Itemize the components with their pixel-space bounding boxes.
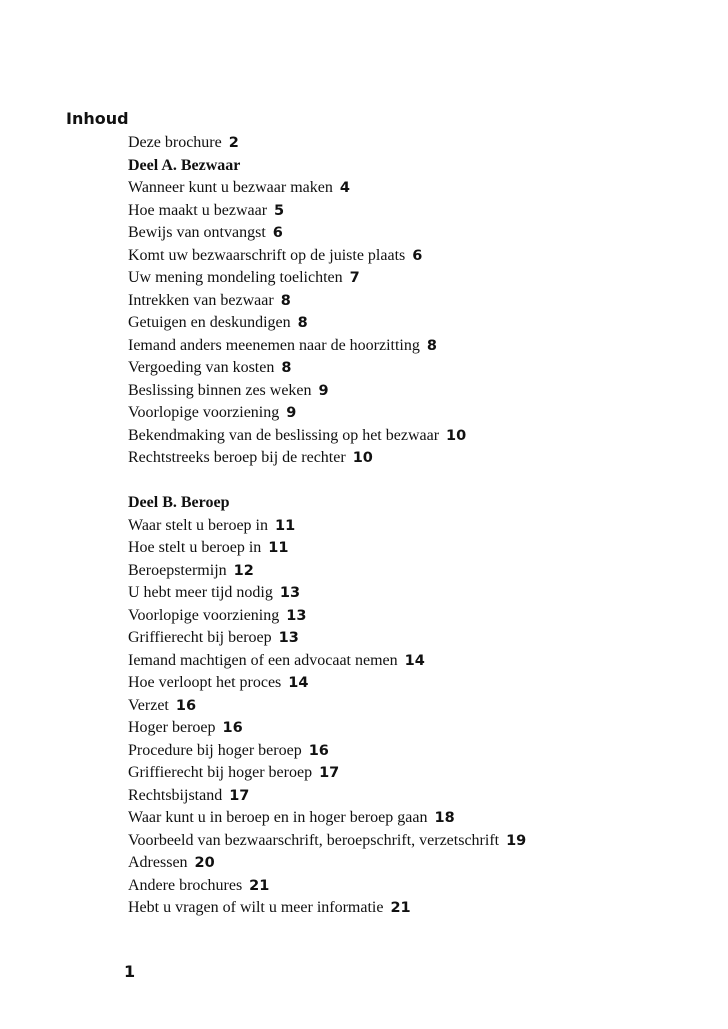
toc-entry-title: Hoe stelt u beroep in: [128, 539, 262, 556]
toc-entry-page: 10: [352, 450, 373, 466]
toc-entry: [128, 357, 708, 380]
toc-entry-title: Waar kunt u in beroep en in hoger beroep gaan: [128, 809, 428, 826]
toc-entry: [128, 267, 708, 290]
toc-spacer: [128, 470, 708, 493]
toc-entry-title: Adressen: [128, 854, 188, 871]
toc-entry-title: Vergoeding van kosten: [128, 359, 275, 376]
toc-heading: Inhoud: [66, 109, 129, 128]
toc-entry-page: 14: [404, 652, 425, 669]
toc-entry-title: Beslissing binnen zes weken: [128, 381, 312, 399]
toc-entry-page: 6: [272, 225, 283, 241]
toc-entry: [128, 200, 708, 223]
toc-entry-page: 13: [279, 585, 301, 601]
toc-entry-title: Voorbeeld van bezwaarschrift, beroepschrift, verzetschrift: [128, 831, 500, 849]
toc-entry: [128, 335, 708, 358]
toc-entry: [128, 875, 708, 898]
toc-entry: [128, 515, 708, 538]
toc-entry-title: Beroepstermijn: [128, 561, 227, 579]
toc-entry-page: 2: [228, 135, 239, 151]
toc-entry-page: 16: [308, 742, 329, 759]
toc-entry-title: Andere brochures: [128, 876, 243, 894]
toc-entry-page: 16: [222, 720, 243, 736]
toc-entry-title: Getuigen en deskundigen: [128, 314, 291, 331]
toc-entry-title: Waar stelt u beroep in: [128, 516, 268, 534]
toc-entry: [128, 830, 708, 853]
toc-entry-page: 9: [318, 382, 329, 399]
table-of-contents: [128, 132, 708, 920]
toc-entry: [128, 672, 708, 695]
toc-entry: [128, 290, 708, 313]
toc-entry: [128, 222, 708, 245]
toc-entry-page: 8: [297, 315, 308, 331]
toc-entry-title: U hebt meer tijd nodig: [128, 584, 273, 601]
toc-entry-title: Hebt u vragen of wilt u meer informatie: [128, 899, 384, 916]
toc-entry-page: 18: [434, 810, 455, 826]
toc-entry: [128, 695, 708, 718]
toc-entry-title: Bewijs van ontvangst: [128, 224, 266, 241]
toc-entry-title: Deel A. Bezwaar: [128, 156, 241, 174]
toc-entry-page: 11: [275, 517, 296, 534]
toc-entry: [128, 852, 708, 875]
toc-entry-title: Procedure bij hoger beroep: [128, 741, 302, 759]
toc-section-heading: [128, 155, 708, 178]
toc-entry: [128, 402, 708, 425]
toc-entry: [128, 245, 708, 268]
toc-entry-page: 8: [281, 360, 292, 376]
toc-entry-page: 8: [280, 292, 291, 309]
toc-entry-page: 21: [390, 900, 411, 916]
toc-entry-title: Voorlopige voorziening: [128, 606, 280, 624]
toc-entry-title: Hoe maakt u bezwaar: [128, 201, 268, 219]
toc-entry-title: Bekendmaking van de beslissing op het bezwaar: [128, 426, 440, 444]
toc-entry: [128, 740, 708, 763]
toc-entry: [128, 582, 708, 605]
toc-entry-page: 13: [278, 630, 299, 646]
toc-entry-page: 14: [288, 675, 309, 691]
toc-entry-title: Iemand anders meenemen naar de hoorzitting: [128, 336, 420, 354]
toc-entry-title: Intrekken van bezwaar: [128, 291, 274, 309]
toc-entry-title: Griffierecht bij beroep: [128, 629, 272, 646]
page-number: 1: [124, 962, 136, 981]
toc-entry-page: 21: [249, 877, 270, 894]
toc-entry-page: 7: [349, 270, 360, 286]
toc-entry: [128, 627, 708, 650]
toc-entry-page: 19: [506, 832, 527, 849]
toc-entry-title: Wanneer kunt u bezwaar maken: [128, 179, 333, 196]
toc-entry-title: Rechtsbijstand: [128, 786, 223, 804]
toc-entry: [128, 177, 708, 200]
toc-entry: [128, 132, 708, 155]
toc-entry-page: 9: [286, 405, 297, 421]
toc-entry-page: 6: [412, 247, 423, 264]
toc-entry-page: 13: [286, 607, 307, 624]
toc-entry-title: Deze brochure: [128, 134, 222, 151]
toc-entry-title: Iemand machtigen of een advocaat nemen: [128, 651, 398, 669]
toc-entry-title: Verzet: [128, 696, 169, 714]
toc-entry: [128, 650, 708, 673]
toc-entry-title: Rechtstreeks beroep bij de rechter: [128, 449, 346, 466]
toc-entry-title: Hoe verloopt het proces: [128, 674, 282, 691]
toc-entry-page: 8: [426, 337, 437, 354]
toc-entry-title: Komt uw bezwaarschrift op de juiste plaats: [128, 246, 406, 264]
toc-entry-page: 5: [274, 202, 285, 219]
toc-entry-page: 16: [175, 697, 197, 714]
toc-entry: [128, 807, 708, 830]
toc-entry: [128, 312, 708, 335]
toc-entry-page: 12: [233, 562, 254, 579]
toc-entry: [128, 717, 708, 740]
toc-entry: [128, 897, 708, 920]
toc-entry-page: 4: [339, 180, 350, 196]
toc-entry: [128, 380, 708, 403]
toc-entry-page: 17: [319, 765, 340, 781]
toc-section-heading: [128, 492, 708, 515]
toc-entry: [128, 425, 708, 448]
toc-entry: [128, 447, 708, 470]
toc-entry-title: Voorlopige voorziening: [128, 404, 280, 421]
toc-entry-title: Hoger beroep: [128, 719, 216, 736]
toc-entry-title: Uw mening mondeling toelichten: [128, 269, 343, 286]
toc-entry: [128, 537, 708, 560]
toc-entry: [128, 560, 708, 583]
toc-entry: [128, 605, 708, 628]
toc-entry: [128, 785, 708, 808]
toc-entry-title: Deel B. Beroep: [128, 494, 230, 511]
toc-entry: [128, 762, 708, 785]
toc-entry-page: 10: [446, 427, 467, 444]
toc-entry-title: Griffierecht bij hoger beroep: [128, 764, 313, 781]
toc-entry-page: 17: [229, 787, 250, 804]
toc-entry-page: 20: [194, 855, 215, 871]
toc-entry-page: 11: [268, 540, 289, 556]
